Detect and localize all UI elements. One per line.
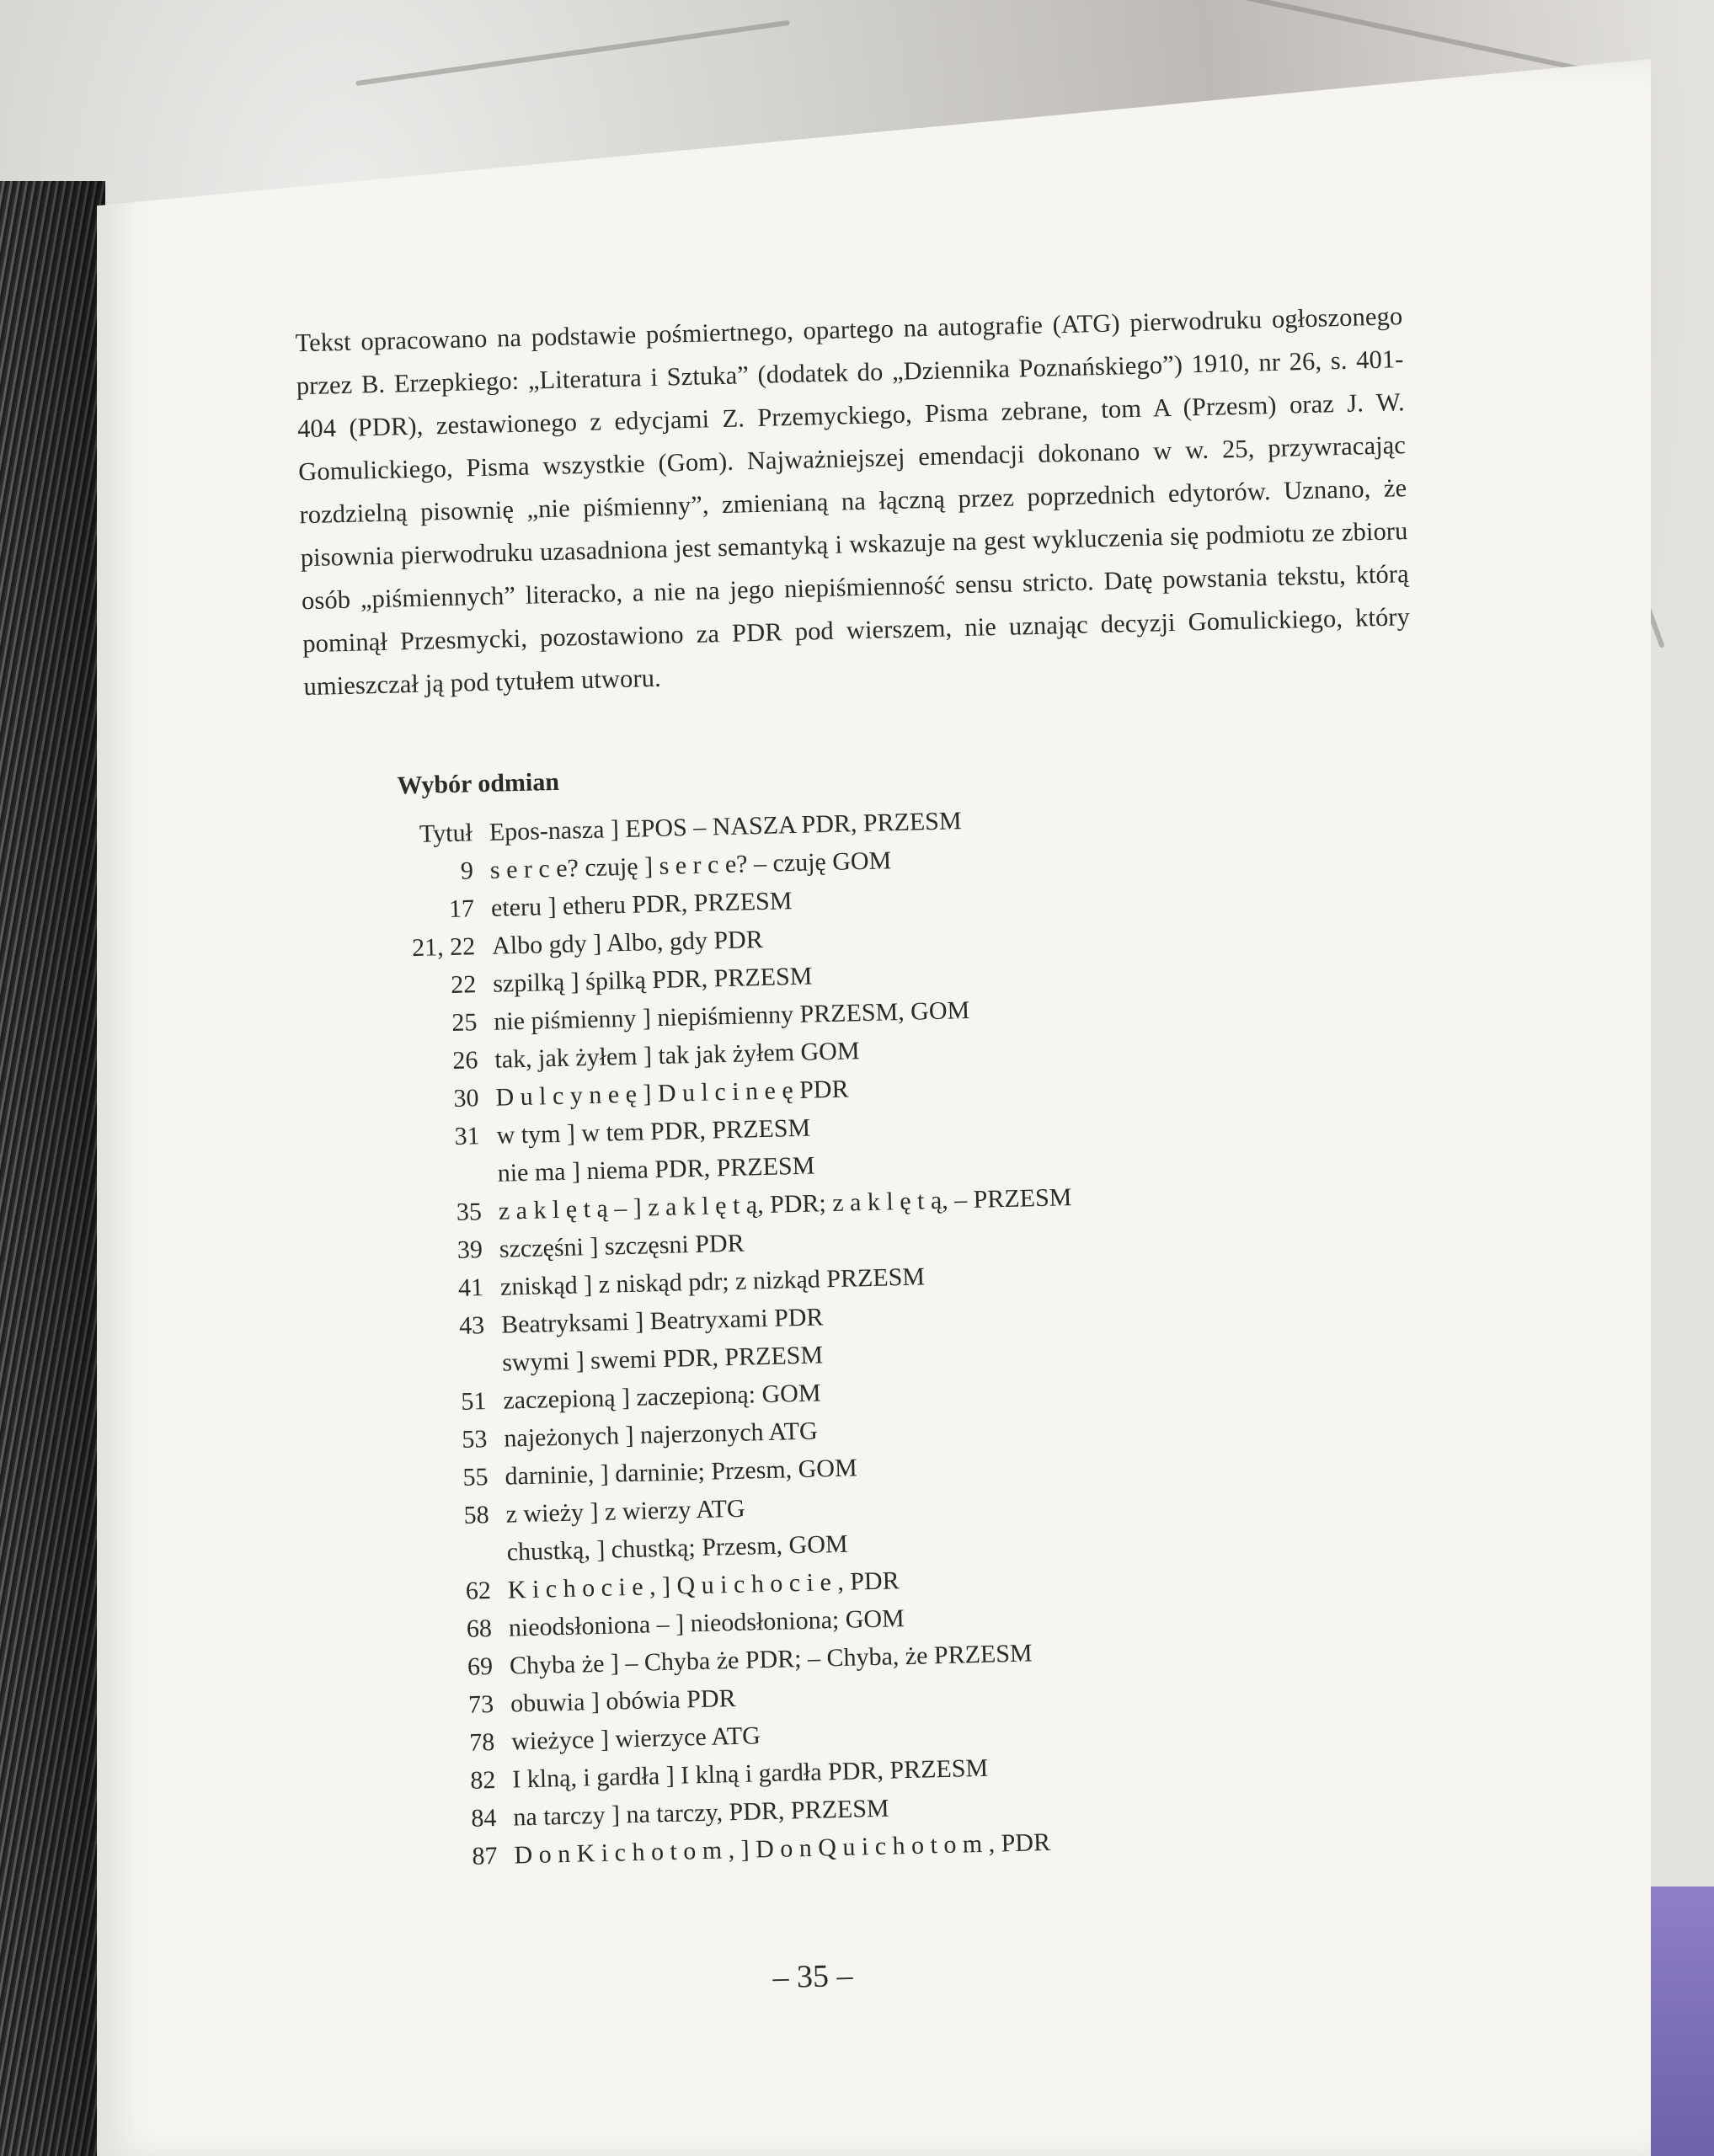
variant-text: D u l c y n e ę ] D u l c i n e ę PDR (495, 1075, 849, 1112)
line-number: 17 (448, 894, 475, 924)
line-number: 73 (467, 1690, 494, 1719)
variant-text: Chyba że ] – Chyba że PDR; – Chyba, że PRZESM (509, 1639, 1033, 1680)
variants-list (391, 795, 1469, 1881)
variant-text: Beatryksami ] Beatryxami PDR (500, 1303, 824, 1339)
line-number: 87 (472, 1841, 498, 1870)
variant-text: z a k l ę t ą – ] z a k l ę t ą, PDR; z a k l ę t ą, – PRZESM (498, 1183, 1072, 1225)
line-number: 35 (456, 1198, 483, 1226)
variant-text: I klną, i gardła ] I klną i gardła PDR, PRZESM (511, 1753, 989, 1794)
line-number: 84 (471, 1803, 497, 1833)
line-number: 53 (462, 1425, 488, 1454)
variant-text: nieodsłoniona – ] nieodsłoniona; GOM (508, 1604, 905, 1642)
variant-text: eteru ] etheru PDR, PRZESM (490, 887, 793, 922)
line-number: 30 (453, 1084, 479, 1113)
variant-text: D o n K i c h o t o m , ] D o n Q u i c h o t o m , PDR (514, 1828, 1051, 1870)
line-number (400, 1182, 481, 1183)
line-number: 82 (469, 1766, 496, 1795)
line-number: 21, 22 (411, 932, 476, 963)
variant-text: zaczepioną ] zaczepioną: GOM (502, 1379, 821, 1415)
facing-page-shadow (0, 181, 105, 2156)
line-number: 69 (467, 1652, 494, 1681)
line-number: 25 (451, 1008, 478, 1038)
line-number: 78 (468, 1728, 495, 1757)
line-number: 58 (463, 1501, 490, 1529)
line-number: 31 (454, 1122, 481, 1150)
variant-text: szpilką ] śpilką PDR, PRZESM (492, 962, 813, 998)
section-heading: Wybór odmian (397, 767, 560, 800)
variant-text: zniskąd ] z niskąd pdr; z nizkąd PRZESM (499, 1262, 926, 1301)
line-number: 55 (462, 1463, 489, 1492)
line-number: 62 (465, 1577, 492, 1605)
variant-text: swymi ] swemi PDR, PRZESM (501, 1341, 824, 1377)
line-number: 68 (466, 1614, 493, 1643)
line-number (405, 1371, 486, 1373)
variant-text: z wieży ] z wierzy ATG (505, 1494, 746, 1529)
variant-text: darninie, ] darninie; Przesm, GOM (505, 1454, 858, 1491)
variant-text: w tym ] w tem PDR, PRZESM (496, 1113, 811, 1150)
variant-text: chustką, ] chustką; Przesm, GOM (506, 1529, 848, 1566)
purple-object (1651, 1886, 1714, 2156)
line-number: 9 (460, 857, 474, 885)
variant-text: tak, jak żyłem ] tak jak żyłem GOM (494, 1037, 860, 1074)
line-number: 41 (457, 1273, 484, 1302)
variant-text: szczęśni ] szczęsni PDR (499, 1229, 745, 1263)
variant-text: na tarczy ] na tarczy, PDR, PRZESM (513, 1794, 889, 1832)
variant-text: K i c h o c i e , ] Q u i c h o c i e , PDR (507, 1566, 900, 1604)
line-number: 51 (460, 1387, 487, 1416)
variant-text: s e r c e? czuję ] s e r c e? – czuję GOM (489, 846, 892, 884)
variant-text: najeżonych ] najerzonych ATG (504, 1417, 819, 1453)
line-number: 39 (457, 1235, 483, 1264)
line-number (409, 1561, 490, 1562)
variant-text: nie piśmienny ] niepiśmienny PRZESM, GOM (493, 995, 970, 1036)
variant-text: nie ma ] niema PDR, PRZESM (497, 1151, 815, 1187)
variant-text: wieżyce ] wierzyce ATG (510, 1721, 761, 1756)
page-content (202, 294, 1470, 1886)
line-number: 43 (458, 1311, 485, 1340)
line-number: 26 (452, 1046, 478, 1075)
page-number: – 35 – (772, 1957, 853, 1996)
variant-text: obuwia ] obówia PDR (510, 1684, 736, 1718)
variant-text: Albo gdy ] Albo, gdy PDR (491, 925, 764, 960)
line-number: 22 (450, 970, 477, 1000)
line-number: Tytuł (419, 819, 473, 848)
variant-text: Epos-nasza ] EPOS – NASZA PDR, PRZESM (489, 807, 962, 846)
intro-paragraph: Tekst opracowano na podstawie pośmiertnego, opartego na autografie (ATG) pierwodruku ogłoszonego przez B. Erzepkiego: „Literatura i Sztuka” (dodatek do „Dziennika Poznańskiego”) 1910, nr 26, s. 401-404 (PDR), zestawionego z edycjami Z. Przemyckiego, Pisma zebrane, tom A (Przesm) oraz J. W. Gomulickiego, Pisma wszystkie (Gom). Najważniejszej emendacji dokonano w w. 25, przywracając rozdzielną pisownię „nie piśmienny”, zmienianą na łączną przez poprzednich edytorów. Uznano, że pisownia pierwodruku uzasadniona jest semantyką i wskazuje na gest wykluczenia się podmiotu ze zbioru osób „piśmiennych” literacko, a nie na jego niepiśmienność sensu stricto. Datę powstania tekstu, którą pominął Przesmycki, pozostawiono za PDR pod wierszem, nie uznając decyzji Gomulickiego, który umieszczał ją pod tytułem utworu. (295, 302, 1411, 702)
